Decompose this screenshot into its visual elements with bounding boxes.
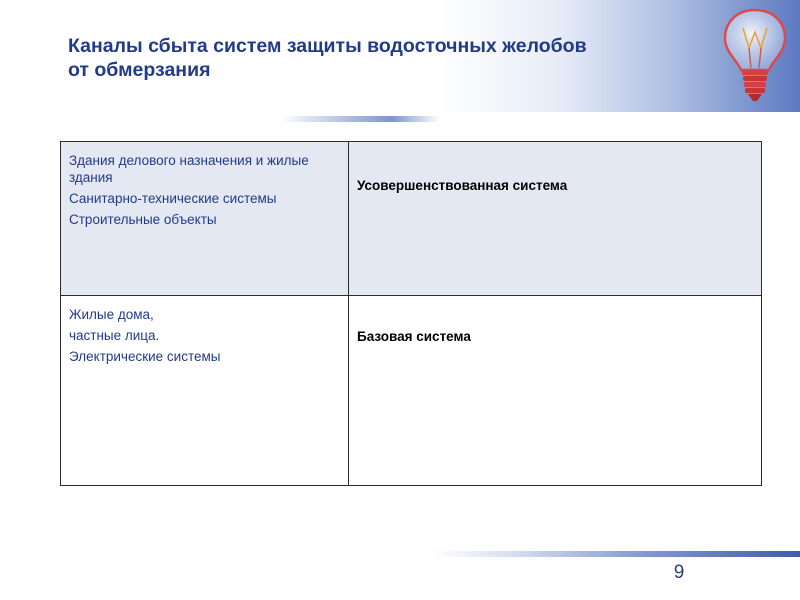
- channel-item: Строительные объекты: [69, 212, 217, 227]
- channels-cell: [61, 142, 349, 296]
- title-divider: [280, 116, 440, 122]
- channel-item: Электрические системы: [69, 349, 221, 364]
- channel-item: Здания делового назначения и жилые здания: [69, 153, 309, 185]
- channels-cell: [61, 296, 349, 486]
- footer-divider: [430, 551, 800, 557]
- system-cell: Базовая система: [349, 296, 762, 486]
- system-cell: Усовершенствованная система: [349, 142, 762, 296]
- channel-item: Жилые дома,: [69, 307, 154, 322]
- slide-title: Каналы сбыта систем защиты водосточных желобов от обмерзания: [68, 35, 587, 81]
- page-number: 9: [673, 562, 685, 583]
- channel-item: частные лица.: [69, 328, 160, 343]
- table-row: [61, 296, 762, 486]
- distribution-channels-table: [60, 141, 762, 486]
- lightbulb-icon: [715, 4, 795, 106]
- channel-item: Санитарно-технические системы: [69, 191, 277, 206]
- table-row: [61, 142, 762, 296]
